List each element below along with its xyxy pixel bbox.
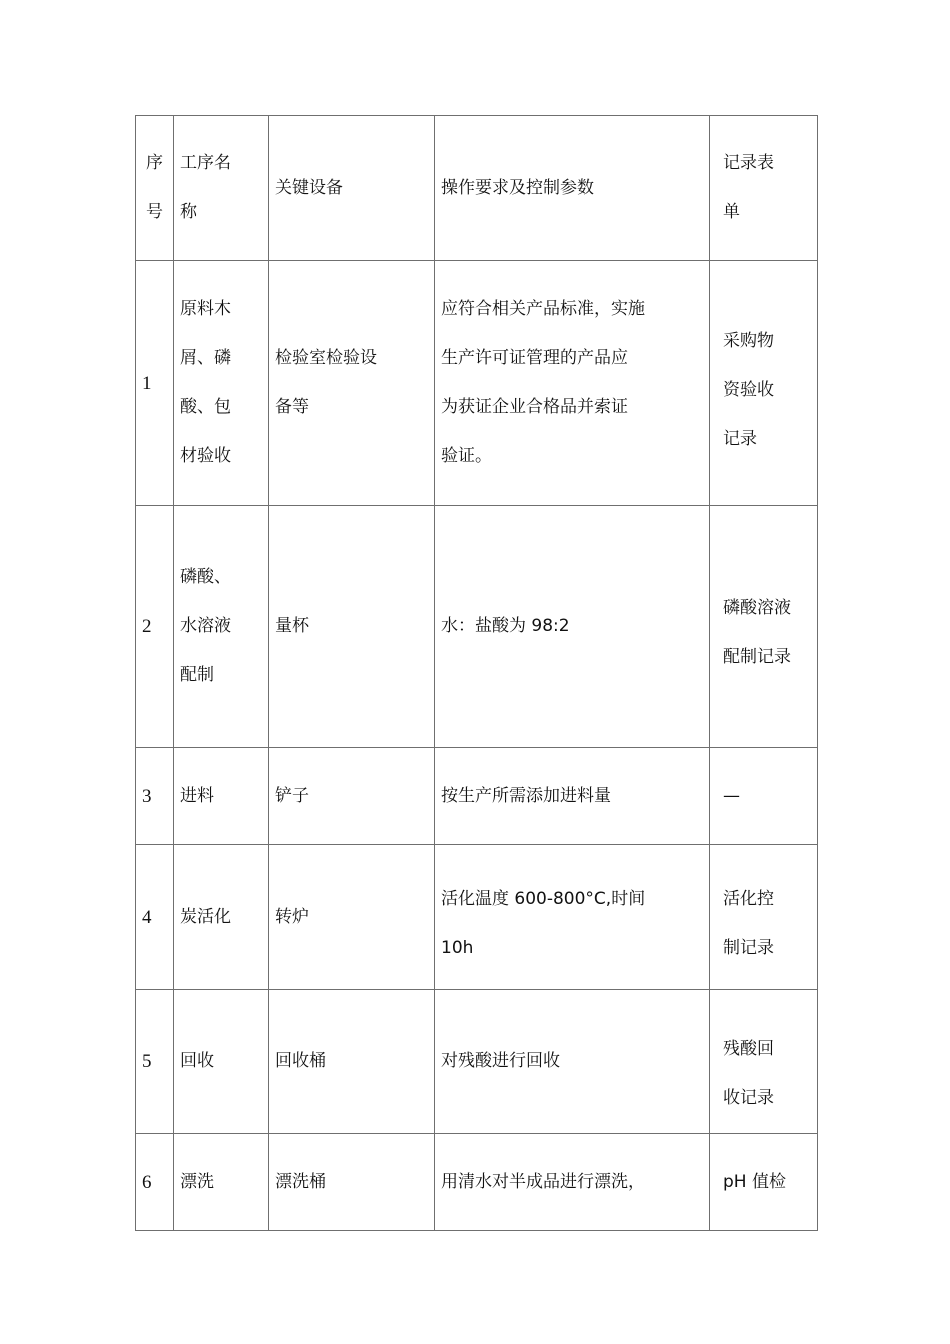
header-equipment: 关键设备 (269, 116, 435, 261)
header-seq: 序 号 (136, 116, 174, 261)
row-process: 原料木 屑、磷 酸、包 材验收 (174, 261, 269, 506)
row-seq: 4 (136, 845, 174, 990)
row-records: pH 值检 (710, 1134, 818, 1231)
row-records: 残酸回 收记录 (710, 990, 818, 1134)
row-process: 炭活化 (174, 845, 269, 990)
row-equipment: 量杯 (269, 506, 435, 748)
row-requirements: 应符合相关产品标准，实施 生产许可证管理的产品应 为获证企业合格品并索证 验证。 (435, 261, 710, 506)
row-seq: 2 (136, 506, 174, 748)
row-process: 进料 (174, 748, 269, 845)
row-requirements: 活化温度 600-800°C,时间 10h (435, 845, 710, 990)
table-header-row (136, 116, 818, 261)
table-row (136, 990, 818, 1134)
row-seq: 6 (136, 1134, 174, 1231)
row-requirements: 水：盐酸为 98:2 (435, 506, 710, 748)
row-equipment: 回收桶 (269, 990, 435, 1134)
row-records: 磷酸溶液 配制记录 (710, 506, 818, 748)
row-process: 回收 (174, 990, 269, 1134)
table-row (136, 748, 818, 845)
row-process: 漂洗 (174, 1134, 269, 1231)
row-records: — (710, 748, 818, 845)
row-records: 活化控 制记录 (710, 845, 818, 990)
row-records: 采购物 资验收 记录 (710, 261, 818, 506)
table-row (136, 1134, 818, 1231)
row-seq: 1 (136, 261, 174, 506)
row-requirements: 用清水对半成品进行漂洗， (435, 1134, 710, 1231)
row-requirements: 按生产所需添加进料量 (435, 748, 710, 845)
row-equipment: 铲子 (269, 748, 435, 845)
row-seq: 3 (136, 748, 174, 845)
header-records: 记录表 单 (710, 116, 818, 261)
row-equipment: 漂洗桶 (269, 1134, 435, 1231)
row-requirements: 对残酸进行回收 (435, 990, 710, 1134)
header-process: 工序名 称 (174, 116, 269, 261)
row-equipment: 转炉 (269, 845, 435, 990)
row-equipment: 检验室检验设 备等 (269, 261, 435, 506)
header-requirements: 操作要求及控制参数 (435, 116, 710, 261)
row-process: 磷酸、 水溶液 配制 (174, 506, 269, 748)
table-row (136, 845, 818, 990)
table-row (136, 506, 818, 748)
row-seq: 5 (136, 990, 174, 1134)
process-control-table (135, 115, 818, 1231)
table-row (136, 261, 818, 506)
